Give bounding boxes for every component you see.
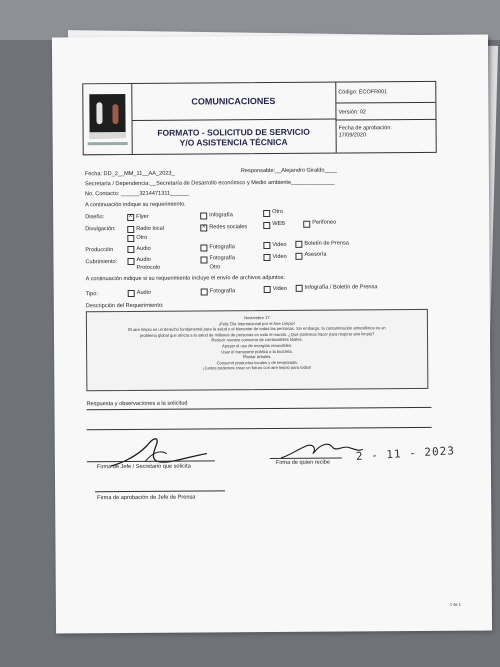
checkbox-fotografia-adjunto[interactable] [201,288,208,295]
checkbox-audio-produccion[interactable] [127,246,134,253]
form-title-line2: Y/O ASISTENCIA TÉCNICA [179,136,288,148]
option-video-produccion: Video [272,241,287,248]
header-meta-cell [336,82,435,153]
requester-signature-label: Firma de Jefe / Secretario que solicita [96,463,191,471]
option-video-adjunto: Video [272,285,287,292]
category-cubrimiento: Cubrimiento: [85,259,118,266]
department-field[interactable]: Secretaría / Dependencia:__Secretaría de Desarrollo económico y Medio ambiente______________ [84,179,335,188]
checkbox-infografia[interactable] [200,212,207,219]
checkbox-flyer[interactable] [127,214,134,221]
option-video-cubrimiento: Video [272,253,287,260]
message-line-8: Plantar árboles. [242,354,272,360]
checkbox-fotografia-produccion[interactable] [200,244,207,251]
checkbox-otro-diseno[interactable] [263,210,270,217]
option-boletin-prensa: Boletín de Prensa [304,240,349,247]
attachments-heading: A continuación indique si su requerimiento incluye el envío de archivos adjuntos: [85,274,285,283]
option-otro-cubrimiento: Otro [209,264,221,271]
message-line-9: Consumir productos locales y de temporada. [216,359,298,366]
form-code: Código: ECOFR001 [338,89,388,96]
department-title: COMUNICACIONES [191,95,276,107]
checkbox-boletin-prensa[interactable] [295,241,302,248]
checkbox-audio-cubrimiento[interactable] [127,258,134,265]
option-flyer: Flyer [136,213,149,220]
option-fotografia-produccion: Fotografía [209,244,235,251]
message-line-1: Noviembre 17 [244,315,270,321]
message-line-10: ¡Juntos podemos crear un futuro con aire limpio para todos! [203,365,312,371]
option-fotografia-adjunto: Fotografía [209,288,236,295]
approval-signature-line[interactable] [95,490,225,492]
description-label: Descripción del Requerimiento: [85,302,164,310]
header-table [82,81,436,155]
option-audio-produccion: Audio [136,245,151,252]
option-web: WEB [272,220,286,227]
checkbox-otro-divulgacion[interactable] [127,235,134,242]
code-cell [336,82,435,104]
form-version: Versión: 02 [338,109,367,116]
option-infografia: Infografía [209,212,233,219]
checkbox-redes-sociales[interactable] [200,224,207,231]
category-produccion: Producción [85,247,114,254]
requirement-description-box[interactable] [86,309,429,391]
requirement-heading: A continuación indique su requerimiento. [85,201,186,209]
checkbox-perifoneo[interactable] [303,221,310,228]
checkbox-infografia-boletin[interactable] [296,285,303,292]
responses-label: Respuesta y observaciones a la solicitud [86,400,188,408]
receiver-signature-label: Firma de quien recibe [275,459,331,466]
option-asesoria: Asesoría [304,251,327,258]
option-audio-cubrimiento: Audio [136,256,151,263]
logo-underline [88,142,128,145]
option-audio-adjunto: Audio [136,289,152,296]
option-fotografia-cubrimiento: Fotografía [209,255,235,262]
version-cell [336,104,435,121]
option-otro-diseno: Otro [272,208,284,215]
header-title-cell [131,83,336,154]
tipo-label: Tipo: [85,291,98,298]
municipal-logo [89,94,125,138]
form-page [52,34,492,633]
date-field[interactable]: Fecha: DD_2__MM_11__AA_2023_ [84,170,175,178]
responses-line-2[interactable] [87,427,432,430]
option-redes-sociales: Redes sociales [209,224,248,231]
option-perifoneo: Perifoneo [312,219,337,226]
approval-label: Fecha de aprobación: [338,125,392,132]
contact-field[interactable]: No. Contacto: ______3214471311______ [84,190,189,198]
header-form-title-cell [132,120,336,154]
responsible-field[interactable]: Responsable:__Alejandro Giraldo____ [240,167,337,175]
approval-date: 17/09/2020 [338,132,367,139]
approval-cell [337,121,436,153]
message-line-6: Apoyar el uso de energías renovables. [222,342,293,349]
option-infografia-boletin: Infografía / Boletín de Prensa [304,284,378,291]
approval-signature-label: Firma de aprobación de Jefe de Prensa [97,494,196,502]
checkbox-video-produccion[interactable] [263,242,270,249]
message-line-2: ¡Feliz Día Internacional por el Aire Limpio! [218,320,295,326]
checkbox-asesoria[interactable] [295,253,302,260]
message-line-4: problema global que afecta a la salud de millones de personas en todo el mundo. ¿Qué podemos hacer para respirar aire limpio? [139,331,375,338]
message-line-7: Usar el transporte público o la bicicleta. [221,348,293,354]
option-otro-divulgacion: Otro [136,234,148,241]
category-divulgacion: Divulgación: [85,226,116,233]
checkbox-fotografia-cubrimiento[interactable] [200,256,207,263]
option-radio-local: Radio local [136,225,164,232]
header-department-cell [131,83,335,121]
handwritten-date: 2 - 11 - 2023 [355,444,456,463]
message-line-5: Reducir nuestro consumo de combustibles fósiles. [211,337,303,343]
option-protocolo: Protocolo [136,264,161,271]
page-number: 1 de 1 [449,601,462,607]
checkbox-video-adjunto[interactable] [264,286,271,293]
logo-cell [83,84,132,154]
checkbox-audio-adjunto[interactable] [128,290,135,297]
checkbox-web[interactable] [263,222,270,229]
checkbox-video-cubrimiento[interactable] [263,254,270,261]
checkbox-radio-local[interactable] [127,226,134,233]
category-diseno: Diseño: [85,214,105,221]
responses-line-1[interactable] [87,407,432,410]
form-title-line1: FORMATO - SOLICITUD DE SERVICIO [157,126,310,138]
message-line-3: El aire limpio es un derecho fundamental para la salud y el bienestar de todas las personas. Sin embargo, la contaminación atmosférica es un [128,325,386,333]
